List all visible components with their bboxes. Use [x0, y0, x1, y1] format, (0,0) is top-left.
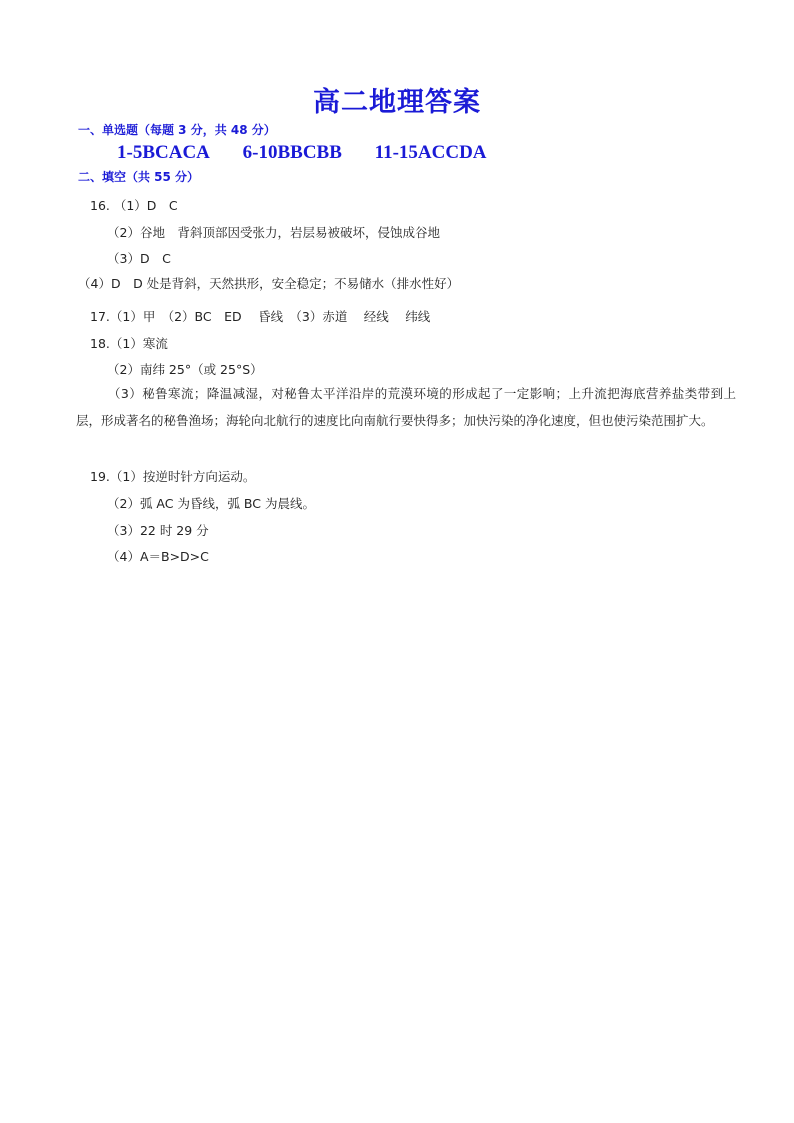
q19-part4: （4）A＝B>D>C: [107, 549, 209, 564]
q18-part1: 18.（1）寒流: [90, 336, 168, 351]
q17-answer: 17.（1）甲 （2）BC ED 昏线 （3）赤道 经线 纬线: [90, 309, 431, 324]
q19-part3: （3）22 时 29 分: [107, 523, 209, 538]
q19-part1: 19.（1）按逆时针方向运动。: [90, 469, 256, 484]
page-title: 高二地理答案: [313, 87, 481, 118]
q19-part2: （2）弧 AC 为昏线，弧 BC 为晨线。: [107, 496, 315, 511]
q16-part2: （2）谷地 背斜顶部因受张力，岩层易被破坏，侵蚀成谷地: [107, 225, 440, 240]
q18-part3: （3）秘鲁寒流；降温减湿，对秘鲁太平洋沿岸的荒漠环境的形成起了一定影响；上升流把海底营养盐类带到上层，形成著名的秘鲁渔场；海轮向北航行的速度比向南航行要快得多；加快污染的净化速度，但也使污染范围扩大。: [76, 386, 736, 428]
answer-group-11-15: 11-15ACCDA: [374, 142, 487, 163]
q18-part2: （2）南纬 25°（或 25°S）: [107, 362, 263, 377]
section-heading-fill-in: 二、填空（共 55 分）: [78, 170, 200, 184]
q16-part4: （4）D D 处是背斜，天然拱形，安全稳定；不易储水（排水性好）: [78, 276, 460, 291]
q16-part1: 16. （1）D C: [90, 198, 178, 213]
section-heading-multiple-choice: 一、单选题（每题 3 分，共 48 分）: [78, 123, 276, 137]
multiple-choice-answers: [117, 142, 515, 164]
answer-group-6-10: 6-10BBCBB: [242, 142, 342, 163]
answer-group-1-5: 1-5BCACA: [117, 142, 210, 163]
q16-part3: （3）D C: [107, 251, 171, 266]
